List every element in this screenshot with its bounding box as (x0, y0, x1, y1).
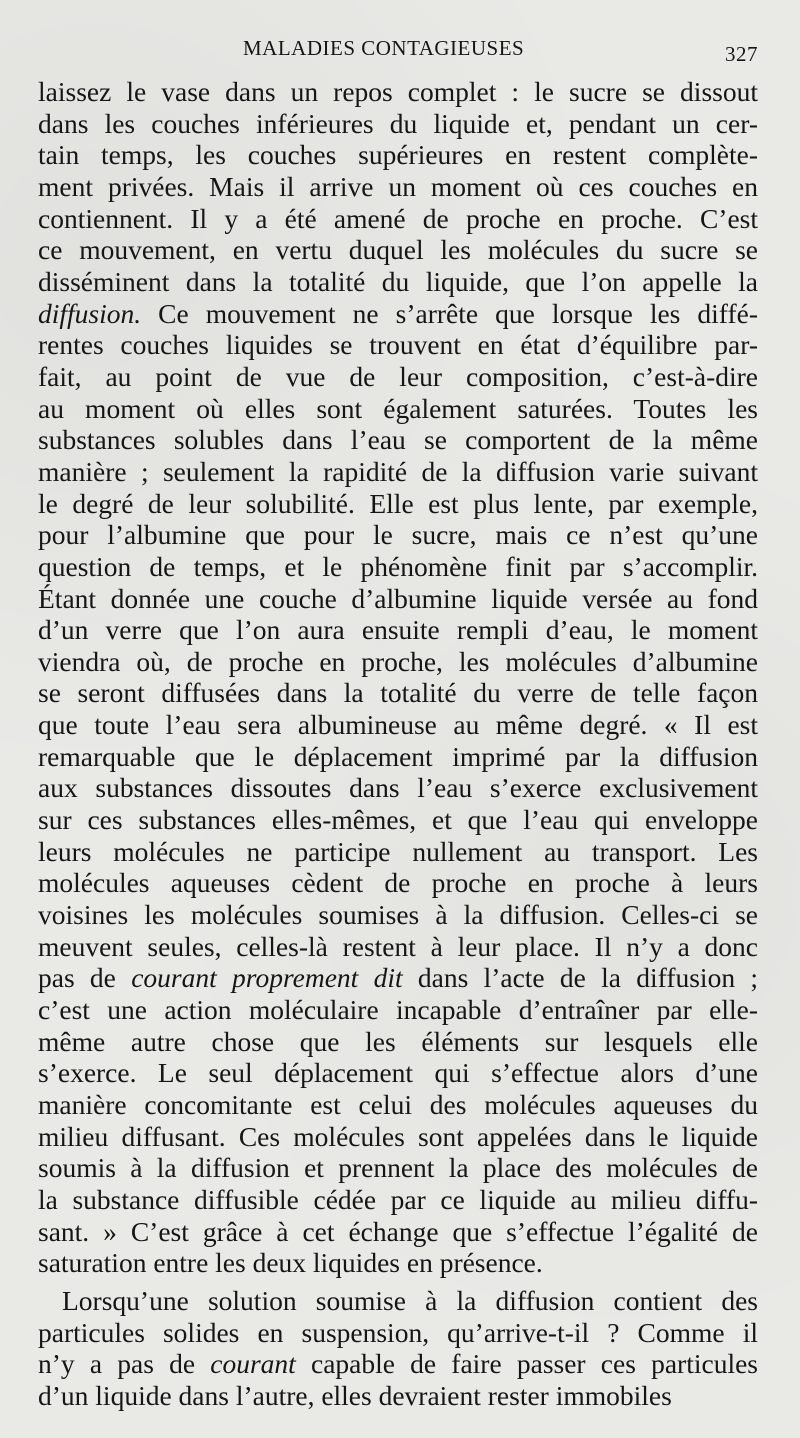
text-line (38, 361, 758, 393)
line-text: molécules aqueuses cèdent de proche en proche à leurs (38, 867, 758, 899)
line-text: question de temps, et le phénomène finit par s’accomplir. (38, 550, 758, 582)
running-title: MALADIES CONTAGIEUSES (243, 36, 525, 60)
line-text: se seront diffusées dans la totalité du verre de telle façon (38, 677, 758, 709)
line-text: manière concomitante est celui des molécules aqueuses du (38, 1089, 758, 1120)
line-text: disséminent dans la totalité du liquide, que l’on appelle la (38, 265, 758, 297)
line-text: voisines les molécules soumises à la diffusion. Celles-ci se (38, 899, 758, 931)
text-line (38, 1121, 758, 1153)
text-line (38, 962, 758, 994)
text-line (38, 931, 758, 963)
line-text: dans les couches inférieures du liquide et, pendant un cer- (38, 107, 758, 139)
text-line (38, 234, 758, 266)
line-text: d’un verre que l’on aura ensuite rempli d’eau, le moment (38, 614, 758, 646)
line-text: le degré de leur solubilité. Elle est plus lente, par exemple, (38, 487, 758, 519)
italic-text: courant (210, 1348, 296, 1380)
text-line (38, 867, 758, 899)
line-text: meuvent seules, celles-là restent à leur place. Il n’y a donc (38, 930, 758, 962)
text-line (38, 266, 758, 298)
text-line (38, 836, 758, 868)
line-text: leurs molécules ne participe nullement au transport. Les (38, 835, 758, 867)
line-text: soumis à la diffusion et prennent la place des molécules de (38, 1152, 758, 1184)
line-text: tain temps, les couches supérieures en restent complète- (38, 139, 758, 171)
text-line (38, 519, 758, 551)
line-text: la substance diffusible cédée par ce liquide au milieu diffu- (38, 1183, 758, 1215)
line-text: sur ces substances elles-mêmes, et que l’eau qui enveloppe (38, 804, 758, 836)
text-line (38, 329, 758, 361)
paragraph-1 (38, 76, 758, 1279)
line-text: particules solides en suspension, qu’arrive-t-il ? Comme il (38, 1316, 758, 1348)
line-text: d’un liquide dans l’autre, elles devraient rester immobiles (38, 1379, 672, 1411)
line-text: capable de faire passer ces particules (295, 1348, 758, 1380)
line-text: que toute l’eau sera albumineuse au même degré. « Il est (38, 709, 758, 741)
text-line (38, 1184, 758, 1216)
line-text: Lorsqu’une solution soumise à la diffusion contient des (62, 1284, 758, 1316)
text-line (38, 1285, 758, 1317)
text-line (38, 424, 758, 456)
line-text: c’est une action moléculaire incapable d’entraîner par elle- (38, 994, 758, 1026)
paragraph-2 (38, 1285, 758, 1412)
text-line (38, 1348, 758, 1380)
text-line (38, 646, 758, 678)
line-text: Ce mouvement ne s’arrête que lorsque les diffé- (141, 297, 758, 329)
text-line (38, 298, 758, 330)
line-text: aux substances dissoutes dans l’eau s’exerce exclusivement (38, 772, 758, 804)
line-text: s’exerce. Le seul déplacement qui s’effectue alors d’une (38, 1057, 758, 1089)
line-text: ce mouvement, en vertu duquel les molécules du sucre se (38, 234, 758, 266)
line-text: viendra où, de proche en proche, les molécules d’albumine (38, 645, 758, 677)
line-text: substances solubles dans l’eau se comportent de la même (38, 424, 758, 456)
line-text: rentes couches liquides se trouvent en état d’équilibre par- (38, 329, 758, 361)
text-line (38, 488, 758, 520)
text-line (38, 614, 758, 646)
text-line (38, 1152, 758, 1184)
line-text: au moment où elles sont également saturées. Toutes les (38, 392, 758, 424)
line-text: remarquable que le déplacement imprimé par la diffusion (38, 740, 758, 772)
text-line (38, 583, 758, 615)
text-line (38, 899, 758, 931)
text-line (38, 171, 758, 203)
text-line (38, 994, 758, 1026)
text-line (38, 804, 758, 836)
text-line (38, 108, 758, 140)
text-line (38, 1317, 758, 1349)
text-line (38, 139, 758, 171)
text-line (38, 393, 758, 425)
text-line (38, 709, 758, 741)
line-text: même autre chose que les éléments sur lesquels elle (38, 1025, 758, 1057)
text-line (38, 1380, 758, 1412)
line-text: manière ; seulement la rapidité de la diffusion varie suivant (38, 455, 758, 487)
text-line (38, 1089, 758, 1121)
text-line (38, 456, 758, 488)
running-header (38, 32, 758, 76)
text-line (38, 677, 758, 709)
line-text: dans l’acte de la diffusion ; (402, 962, 758, 994)
text-line (38, 1026, 758, 1058)
line-text: milieu diffusant. Ces molécules sont appelées dans le liquide (38, 1120, 758, 1152)
italic-text: courant proprement dit (131, 962, 403, 994)
line-text: sant. » C’est grâce à cet échange que s’effectue l’égalité de (38, 1215, 758, 1247)
line-text: contiennent. Il y a été amené de proche en proche. C’est (38, 202, 758, 234)
line-text: pour l’albumine que pour le sucre, mais ce n’est qu’une (38, 519, 758, 551)
line-text: pas de (38, 962, 132, 994)
text-line (38, 1216, 758, 1248)
text-line (38, 741, 758, 773)
text-line (38, 551, 758, 583)
italic-text: diffusion. (38, 297, 142, 329)
text-line (38, 1057, 758, 1089)
text-line (38, 203, 758, 235)
text-line (38, 1247, 758, 1279)
text-line (38, 76, 758, 108)
line-text: n’y a pas de (38, 1348, 211, 1380)
line-text: ment privées. Mais il arrive un moment où ces couches en (38, 170, 758, 202)
page-number: 327 (725, 42, 758, 66)
line-text: laissez le vase dans un repos complet : le sucre se dissout (38, 76, 758, 107)
line-text: Étant donnée une couche d’albumine liquide versée au fond (38, 582, 758, 614)
line-text: fait, au point de vue de leur composition, c’est-à-dire (38, 360, 758, 392)
text-line (38, 772, 758, 804)
line-text: saturation entre les deux liquides en présence. (38, 1247, 543, 1279)
body-text (38, 76, 758, 1412)
